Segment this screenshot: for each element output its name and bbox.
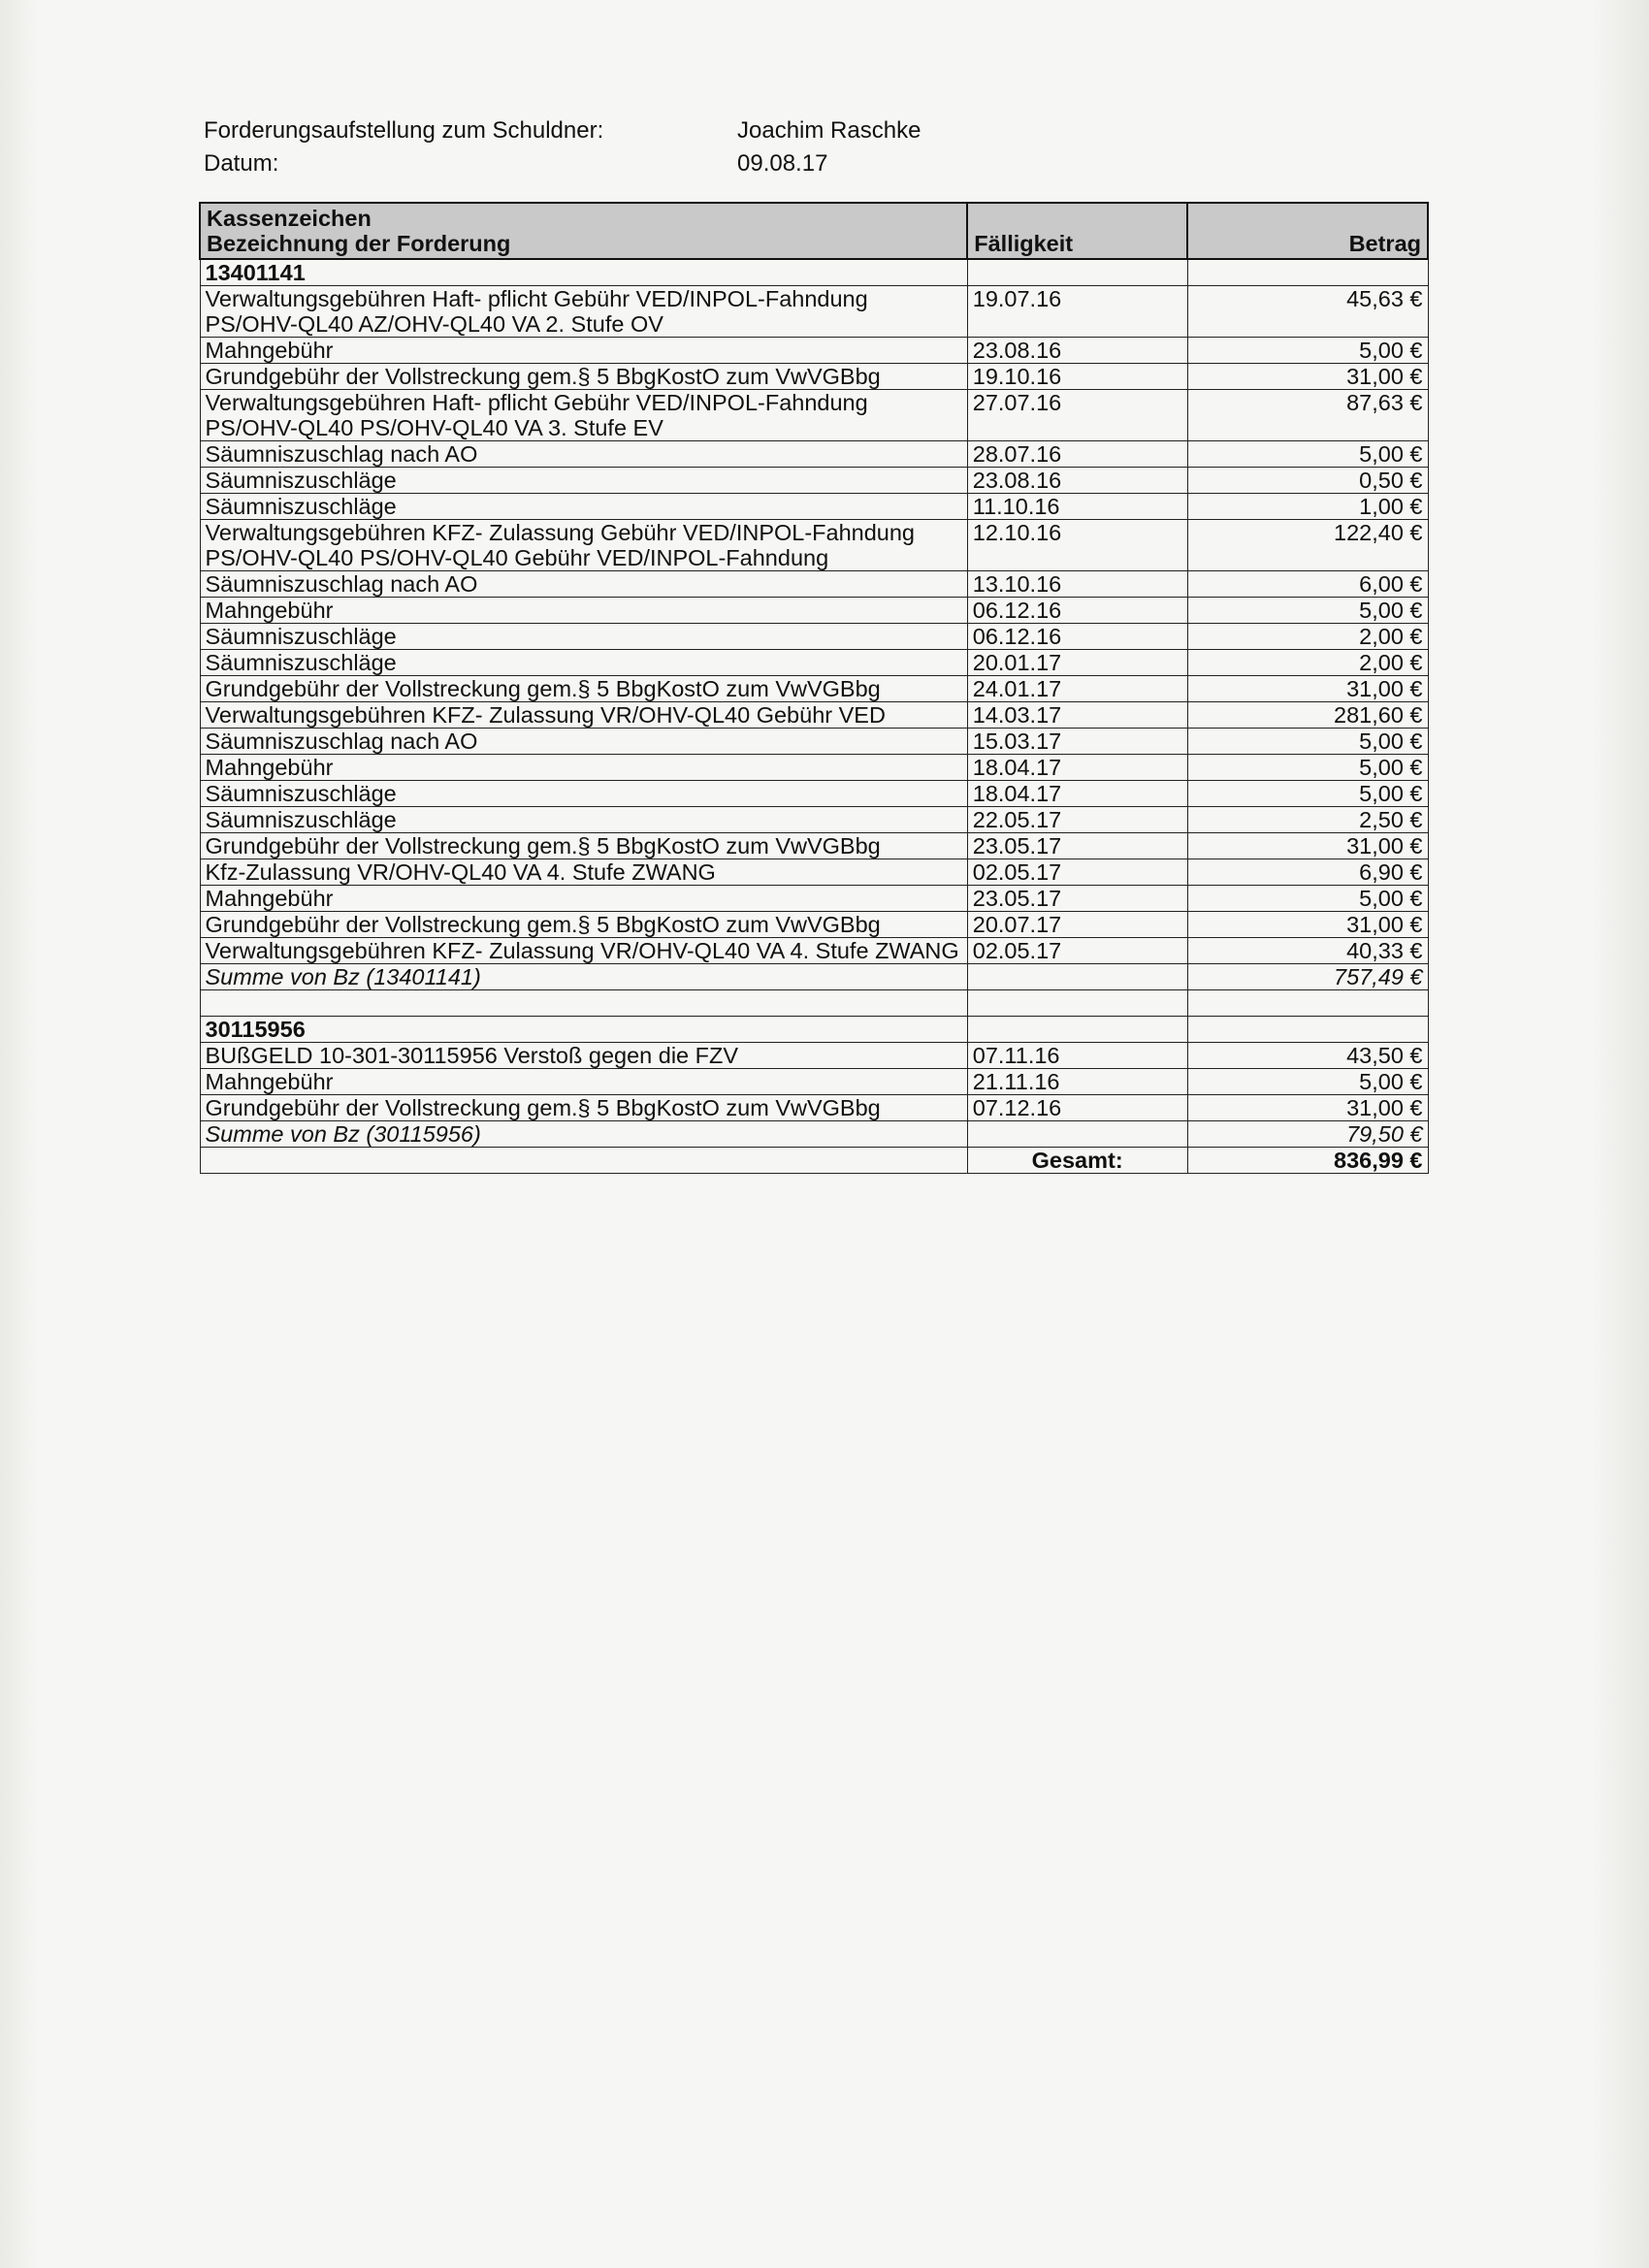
table-row xyxy=(200,598,1428,624)
amount-cell: 31,00 € xyxy=(1187,364,1428,390)
table-row xyxy=(200,702,1428,729)
due-date-cell: 28.07.16 xyxy=(967,441,1187,468)
column-header-due: Fälligkeit xyxy=(967,203,1187,259)
due-date-cell: 02.05.17 xyxy=(967,859,1187,886)
table-row xyxy=(200,938,1428,964)
table-row xyxy=(200,286,1428,338)
amount-cell: 6,90 € xyxy=(1187,859,1428,886)
description-cell: Grundgebühr der Vollstreckung gem.§ 5 BbgKostO zum VwVGBbg xyxy=(200,676,967,702)
amount-cell: 5,00 € xyxy=(1187,755,1428,781)
total-row xyxy=(200,1148,1428,1174)
due-date-cell: 07.12.16 xyxy=(967,1095,1187,1121)
description-cell: Kfz-Zulassung VR/OHV-QL40 VA 4. Stufe ZWANG xyxy=(200,859,967,886)
due-date-cell: 18.04.17 xyxy=(967,755,1187,781)
amount-cell: 31,00 € xyxy=(1187,833,1428,859)
table-row xyxy=(200,494,1428,520)
subtotal-row xyxy=(200,964,1428,990)
table-row xyxy=(200,912,1428,938)
due-date-cell: 06.12.16 xyxy=(967,624,1187,650)
table-row xyxy=(200,468,1428,494)
subtotal-row xyxy=(200,1121,1428,1148)
amount-cell: 31,00 € xyxy=(1187,1095,1428,1121)
due-date-cell: 15.03.17 xyxy=(967,729,1187,755)
subtotal-amount: 79,50 € xyxy=(1187,1121,1428,1148)
amount-cell: 0,50 € xyxy=(1187,468,1428,494)
amount-cell: 31,00 € xyxy=(1187,676,1428,702)
amount-cell: 2,50 € xyxy=(1187,807,1428,833)
description-cell: Säumniszuschläge xyxy=(200,624,967,650)
description-cell: Säumniszuschläge xyxy=(200,807,967,833)
debtor-label: Forderungsaufstellung zum Schuldner: xyxy=(204,117,604,144)
table-row xyxy=(200,1069,1428,1095)
due-date-cell: 13.10.16 xyxy=(967,571,1187,598)
description-cell: Säumniszuschläge xyxy=(200,468,967,494)
due-date-cell: 23.05.17 xyxy=(967,833,1187,859)
amount-cell: 31,00 € xyxy=(1187,912,1428,938)
due-date-cell: 14.03.17 xyxy=(967,702,1187,729)
due-date-cell: 23.08.16 xyxy=(967,468,1187,494)
due-date-cell: 24.01.17 xyxy=(967,676,1187,702)
amount-cell: 1,00 € xyxy=(1187,494,1428,520)
amount-cell: 2,00 € xyxy=(1187,624,1428,650)
due-date-cell: 19.10.16 xyxy=(967,364,1187,390)
description-cell: Grundgebühr der Vollstreckung gem.§ 5 BbgKostO zum VwVGBbg xyxy=(200,364,967,390)
date-value: 09.08.17 xyxy=(737,150,828,177)
due-date-cell: 20.07.17 xyxy=(967,912,1187,938)
amount-cell: 40,33 € xyxy=(1187,938,1428,964)
subtotal-label: Summe von Bz (13401141) xyxy=(200,964,967,990)
empty-cell xyxy=(200,990,967,1017)
description-cell: Säumniszuschläge xyxy=(200,781,967,807)
group-header-row xyxy=(200,1017,1428,1043)
description-cell: Verwaltungsgebühren Haft- pflicht Gebühr VED/INPOL-Fahndung PS/OHV-QL40 PS/OHV-QL40 VA 3. Stufe EV xyxy=(200,390,967,441)
due-date-cell: 02.05.17 xyxy=(967,938,1187,964)
amount-cell: 281,60 € xyxy=(1187,702,1428,729)
kassenzeichen-cell: 30115956 xyxy=(200,1017,967,1043)
table-row xyxy=(200,729,1428,755)
due-date-cell: 20.01.17 xyxy=(967,650,1187,676)
description-cell: Grundgebühr der Vollstreckung gem.§ 5 BbgKostO zum VwVGBbg xyxy=(200,833,967,859)
empty-cell xyxy=(1187,1017,1428,1043)
kassenzeichen-cell: 13401141 xyxy=(200,259,967,286)
description-cell: Verwaltungsgebühren KFZ- Zulassung VR/OHV-QL40 VA 4. Stufe ZWANG xyxy=(200,938,967,964)
amount-cell: 45,63 € xyxy=(1187,286,1428,338)
column-header-kassenzeichen: Kassenzeichen xyxy=(207,206,372,231)
due-date-cell: 22.05.17 xyxy=(967,807,1187,833)
empty-cell xyxy=(200,1148,967,1174)
table-row xyxy=(200,520,1428,571)
due-date-cell: 06.12.16 xyxy=(967,598,1187,624)
description-cell: Grundgebühr der Vollstreckung gem.§ 5 BbgKostO zum VwVGBbg xyxy=(200,912,967,938)
table-row xyxy=(200,441,1428,468)
description-cell: Mahngebühr xyxy=(200,598,967,624)
subtotal-label: Summe von Bz (30115956) xyxy=(200,1121,967,1148)
table-row xyxy=(200,755,1428,781)
document-header xyxy=(204,114,921,180)
table-row xyxy=(200,859,1428,886)
total-amount: 836,99 € xyxy=(1187,1148,1428,1174)
due-date-cell: 27.07.16 xyxy=(967,390,1187,441)
claims-table xyxy=(199,202,1429,1174)
due-date-cell: 23.05.17 xyxy=(967,886,1187,912)
table-row xyxy=(200,781,1428,807)
amount-cell: 2,00 € xyxy=(1187,650,1428,676)
empty-cell xyxy=(967,259,1187,286)
table-row xyxy=(200,571,1428,598)
table-row xyxy=(200,676,1428,702)
table-row xyxy=(200,1043,1428,1069)
description-cell: Säumniszuschlag nach AO xyxy=(200,441,967,468)
description-cell: Säumniszuschläge xyxy=(200,650,967,676)
amount-cell: 5,00 € xyxy=(1187,441,1428,468)
description-cell: Grundgebühr der Vollstreckung gem.§ 5 BbgKostO zum VwVGBbg xyxy=(200,1095,967,1121)
due-date-cell: 11.10.16 xyxy=(967,494,1187,520)
due-date-cell: 19.07.16 xyxy=(967,286,1187,338)
column-header-amount: Betrag xyxy=(1187,203,1428,259)
subtotal-amount: 757,49 € xyxy=(1187,964,1428,990)
amount-cell: 5,00 € xyxy=(1187,886,1428,912)
amount-cell: 5,00 € xyxy=(1187,729,1428,755)
empty-cell xyxy=(1187,259,1428,286)
amount-cell: 5,00 € xyxy=(1187,1069,1428,1095)
total-label: Gesamt: xyxy=(967,1148,1187,1174)
empty-cell xyxy=(967,964,1187,990)
spacer-row xyxy=(200,990,1428,1017)
amount-cell: 122,40 € xyxy=(1187,520,1428,571)
empty-cell xyxy=(967,1121,1187,1148)
due-date-cell: 12.10.16 xyxy=(967,520,1187,571)
table-row xyxy=(200,338,1428,364)
amount-cell: 87,63 € xyxy=(1187,390,1428,441)
description-cell: Mahngebühr xyxy=(200,1069,967,1095)
description-cell: Verwaltungsgebühren Haft- pflicht Gebühr VED/INPOL-Fahndung PS/OHV-QL40 AZ/OHV-QL40 VA 2. Stufe OV xyxy=(200,286,967,338)
amount-cell: 6,00 € xyxy=(1187,571,1428,598)
empty-cell xyxy=(1187,990,1428,1017)
column-header-bezeichnung: Bezeichnung der Forderung xyxy=(207,231,511,256)
amount-cell: 5,00 € xyxy=(1187,338,1428,364)
description-cell: Mahngebühr xyxy=(200,755,967,781)
description-cell: Verwaltungsgebühren KFZ- Zulassung Gebühr VED/INPOL-Fahndung PS/OHV-QL40 PS/OHV-QL40 Gebühr VED/INPOL-Fahndung xyxy=(200,520,967,571)
description-cell: Säumniszuschlag nach AO xyxy=(200,571,967,598)
table-row xyxy=(200,807,1428,833)
table-row xyxy=(200,833,1428,859)
date-label: Datum: xyxy=(204,150,279,177)
column-header-description xyxy=(200,203,967,259)
debtor-name: Joachim Raschke xyxy=(737,117,922,144)
description-cell: BUßGELD 10-301-30115956 Verstoß gegen die FZV xyxy=(200,1043,967,1069)
due-date-cell: 18.04.17 xyxy=(967,781,1187,807)
table-row xyxy=(200,364,1428,390)
amount-cell: 5,00 € xyxy=(1187,598,1428,624)
amount-cell: 43,50 € xyxy=(1187,1043,1428,1069)
description-cell: Mahngebühr xyxy=(200,886,967,912)
group-header-row xyxy=(200,259,1428,286)
description-cell: Verwaltungsgebühren KFZ- Zulassung VR/OHV-QL40 Gebühr VED xyxy=(200,702,967,729)
table-row xyxy=(200,650,1428,676)
empty-cell xyxy=(967,990,1187,1017)
due-date-cell: 21.11.16 xyxy=(967,1069,1187,1095)
amount-cell: 5,00 € xyxy=(1187,781,1428,807)
date-row xyxy=(204,147,921,180)
table-row xyxy=(200,624,1428,650)
table-row xyxy=(200,886,1428,912)
due-date-cell: 23.08.16 xyxy=(967,338,1187,364)
due-date-cell: 07.11.16 xyxy=(967,1043,1187,1069)
description-cell: Säumniszuschläge xyxy=(200,494,967,520)
empty-cell xyxy=(967,1017,1187,1043)
claims-body xyxy=(200,259,1428,1174)
table-header-row xyxy=(200,203,1428,259)
table-row xyxy=(200,390,1428,441)
description-cell: Mahngebühr xyxy=(200,338,967,364)
debtor-row xyxy=(204,114,921,147)
description-cell: Säumniszuschlag nach AO xyxy=(200,729,967,755)
table-row xyxy=(200,1095,1428,1121)
